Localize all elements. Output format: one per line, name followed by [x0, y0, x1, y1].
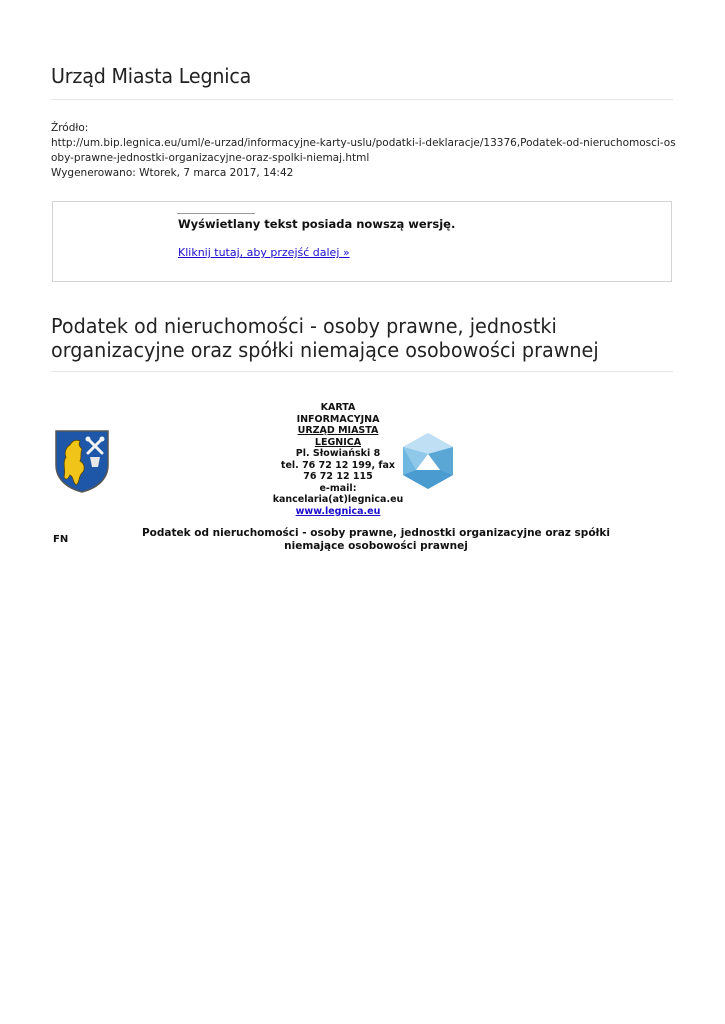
legnica-coat-of-arms-icon [54, 429, 110, 494]
meta-block [51, 121, 676, 181]
office-phone-line2: 76 72 12 115 [303, 471, 373, 482]
source-label: Źródło: [51, 122, 89, 134]
info-card-header [263, 402, 413, 517]
divider [51, 99, 673, 100]
email-address: kancelaria(at)legnica.eu [272, 494, 404, 505]
notice-headline: Wyświetlany tekst posiada nowszą wersję. [178, 217, 456, 231]
site-title: Urząd Miasta Legnica [51, 64, 252, 88]
card-title-line1: KARTA [320, 402, 356, 413]
office-name-line1: URZĄD MIASTA [297, 425, 379, 436]
email-label: e-mail: [319, 482, 357, 494]
go-to-new-version-link[interactable]: Kliknij tutaj, aby przejść dalej » [178, 246, 350, 259]
website-link[interactable]: www.legnica.eu [295, 505, 381, 517]
office-name-line2: LEGNICA [314, 436, 362, 448]
document-code: FN [53, 534, 69, 545]
divider [51, 371, 673, 372]
office-address: Pl. Słowiański 8 [295, 448, 381, 459]
notice-divider [177, 213, 255, 214]
card-title-line2: INFORMACYJNA [296, 413, 380, 425]
article-title: Podatek od nieruchomości - osoby prawne, jednostki organizacyjne oraz spółki niemające osobowości prawnej [51, 314, 599, 362]
crystal-logo-icon [402, 432, 454, 490]
office-phone-line1: tel. 76 72 12 199, fax [280, 459, 396, 471]
source-url: http://um.bip.legnica.eu/uml/e-urzad/informacyjne-karty-uslu/podatki-i-deklaracje/13376,Podatek-od-nieruchomosci-osoby-prawne-jednostki-organizacyjne-oraz-spolki-niemaj.html [51, 137, 676, 164]
new-version-notice [52, 201, 672, 282]
document-title: Podatek od nieruchomości - osoby prawne, jednostki organizacyjne oraz spółki niemające osobowości prawnej [141, 527, 611, 552]
generated-date: Wygenerowano: Wtorek, 7 marca 2017, 14:42 [51, 167, 294, 179]
